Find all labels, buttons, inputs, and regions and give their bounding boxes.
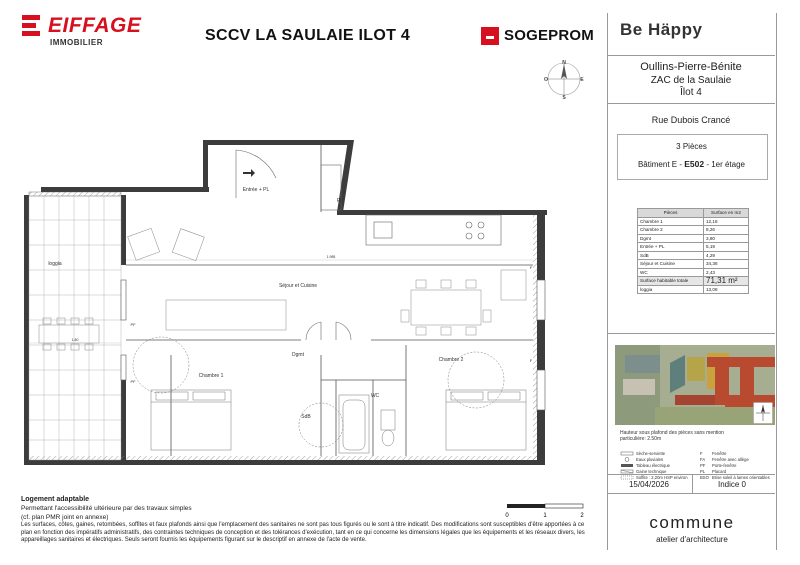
location-street: Rue Dubois Crancé [651, 115, 731, 125]
compass-rose-icon [543, 58, 585, 100]
divider [607, 103, 775, 104]
location-ilot: Îlot 4 [680, 87, 702, 98]
room-label-chambre1: Chambre 1 [198, 373, 224, 379]
legend-row: Tableau électrique PF Porte-fenêtre [620, 463, 770, 469]
disclaimer-text: Les surfaces, côtes, gaines, retombées, soffites et faux plafonds ainsi que l'emplacement des sanitaires ne sont pas tous figurés ou le sont à titre indicatif. Des modifications sont susceptibles d'être apportées à ce plan en fonction des impératifs administratifs, des contraintes techniques de conception et des tolérances d'exécution, tant en ce qui concerne les dimensions légales que les équipements et les réseaux divers, les appareillages sanitaires et électriques. Seuls seront fournis les équipements figurant sur le descriptif en annexe de l'acte de vente. [21, 522, 585, 544]
dim-loggia: 1.80 [71, 338, 79, 342]
room-label-loggia: loggia [48, 261, 62, 267]
developer-logo-sub: IMMOBILIER [50, 38, 103, 47]
room-label-sdb: SdB [301, 414, 311, 420]
divider [607, 55, 775, 56]
divider [607, 493, 775, 494]
dim-sejour: 1.985 [326, 255, 336, 259]
divider [607, 333, 775, 334]
table-row: Séjour et Cuisine 34,36 [638, 260, 749, 269]
plan-index: Indice 0 [717, 480, 747, 489]
compass-n: N [562, 60, 566, 66]
table-row: Entrée + PL 5,19 [638, 243, 749, 252]
room-label-sejour: Séjour et Cuisine [278, 283, 318, 289]
adaptable-title: Logement adaptable [21, 496, 90, 503]
scale-label-2: 2 [580, 513, 584, 519]
adaptable-line-2: (cf. plan PMR joint en annexe) [21, 514, 109, 521]
mark-pf: PF [130, 322, 136, 327]
divider [692, 474, 693, 493]
floor-label: - 1er étage [706, 160, 746, 169]
architect-name: commune [649, 513, 735, 532]
adaptable-line-1: Permettant l'accessibilité ultérieure par des travaux simples [21, 505, 192, 512]
divider [607, 474, 775, 475]
compass-o: O [544, 77, 548, 83]
legend-row: Soffite : 2,20m HSP environ BSO Brise soleil à lames orientables [620, 475, 770, 481]
scale-label-1: 1 [543, 513, 547, 519]
loggia-row: loggia 13,08 [638, 285, 749, 294]
surface-header-room: Pièces [638, 209, 704, 218]
compass-e: E [580, 77, 584, 83]
electric-panel-icon [620, 463, 634, 468]
surface-total-row: Surface habitable totale 71,31 m² [638, 277, 749, 286]
table-row: SdB 4,29 [638, 251, 749, 260]
eiffage-logo-icon [22, 15, 42, 37]
room-label-chambre2: Chambre 2 [438, 357, 464, 363]
building-prefix: Bâtiment E - [637, 160, 682, 169]
mark-pf: PF [130, 379, 136, 384]
scale-bar [505, 500, 585, 526]
surface-table [637, 208, 749, 294]
table-row: WC 2,43 [638, 268, 749, 277]
architect-sub: atelier d'architecture [656, 535, 728, 544]
floor-plan [21, 140, 596, 470]
partner-logo-name: SOGEPROM [504, 27, 594, 44]
developer-logo-name: EIFFAGE [48, 14, 142, 37]
lot-number: E502 [684, 159, 705, 169]
legend [620, 451, 770, 481]
aerial-view-image [615, 345, 775, 425]
location-zac: ZAC de la Saulaie [650, 75, 732, 86]
room-label-pl: PL [336, 198, 344, 204]
legend-row: Eaux pluviales FA Fenêtre avec allège [620, 457, 770, 463]
mark-f: F [529, 265, 533, 270]
towel-dryer-icon [620, 451, 634, 456]
location-city: Oullins-Pierre-Bénite [640, 61, 742, 73]
apartment-building [617, 159, 766, 169]
table-row: Chambre 1 12,18 [638, 217, 749, 226]
compass-s: S [562, 95, 566, 100]
ceiling-height-note: Hauteur sous plafond des pièces sans mention particulière: 2.50m [620, 430, 724, 442]
room-label-dgmt: Dgmt [292, 352, 304, 358]
apartment-rooms: 3 Pièces [676, 142, 707, 151]
room-label-wc: WC [370, 393, 380, 399]
rainwater-icon [620, 457, 634, 462]
apartment-info-box [617, 134, 768, 180]
brand-logo: Be Häppy [620, 20, 703, 39]
table-row: Dgmt 3,80 [638, 234, 749, 243]
project-title: SCCV LA SAULAIE ILOT 4 [205, 27, 411, 44]
legend-row: Sèche-serviette F Fenêtre [620, 451, 770, 457]
legend-row: Gaine technique PL Placard [620, 469, 770, 475]
entry-arrow-icon [243, 169, 255, 177]
sogeprom-logo-icon [481, 27, 499, 45]
plan-date: 15/04/2026 [628, 480, 670, 489]
surface-header-area: Surface en m2 [704, 209, 749, 218]
room-label-entree: Entrée + PL [242, 187, 270, 193]
mark-f: F [529, 358, 533, 363]
scale-label-0: 0 [505, 513, 509, 519]
north-arrow-icon [753, 402, 773, 424]
table-row: Chambre 2 8,26 [638, 226, 749, 235]
